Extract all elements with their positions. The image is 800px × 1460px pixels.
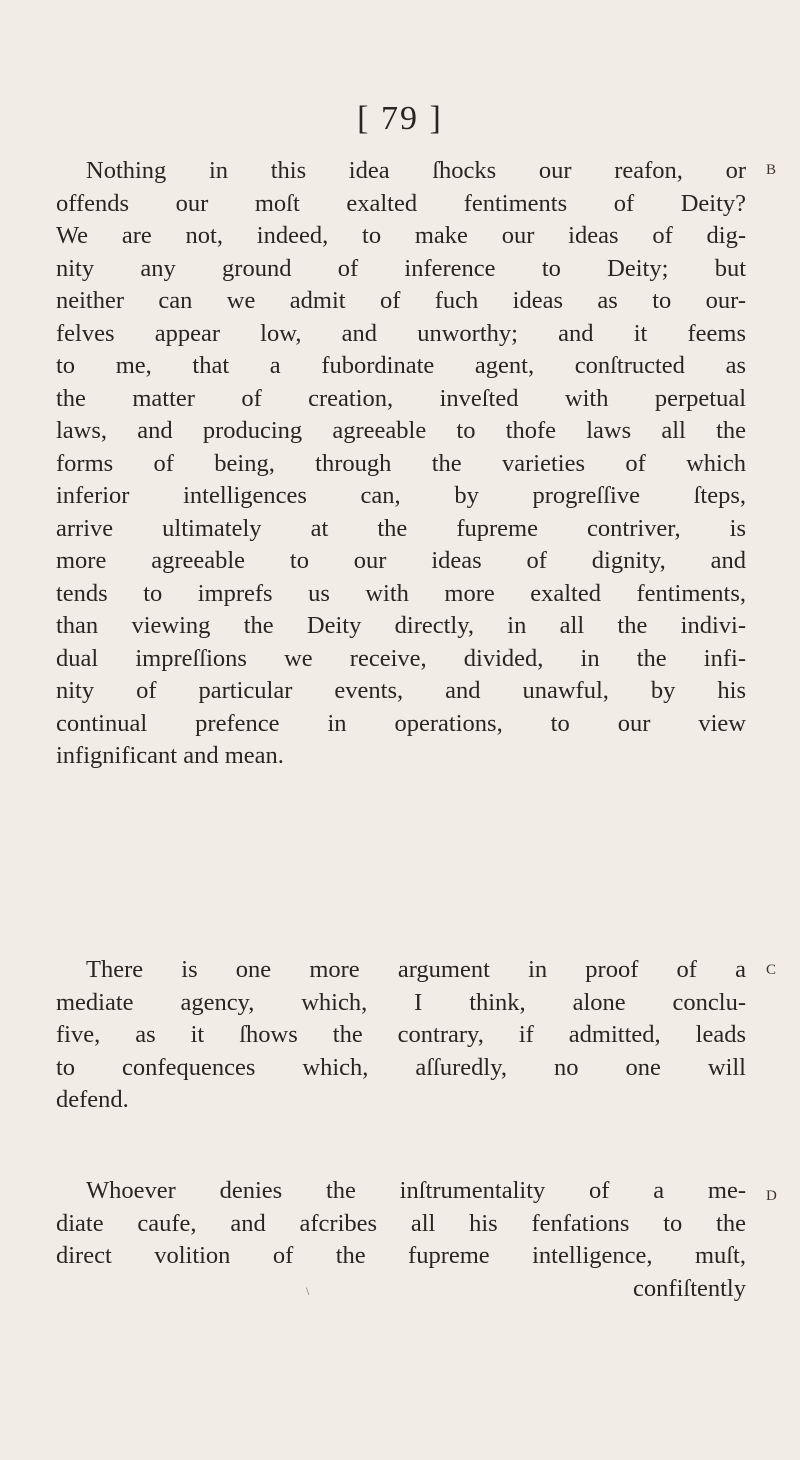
text-line: continual prefence in operations, to our view [56, 709, 746, 737]
text-line: Whoever denies the inſtrumentality of a me- [86, 1177, 746, 1204]
text-line: offends our moſt exalted fentiments of Deity? [56, 189, 746, 217]
paragraph-2 [56, 954, 746, 1117]
text-line: than viewing the Deity directly, in all the indivi- [56, 612, 746, 639]
text-line: We are not, indeed, to make our ideas of dig- [56, 222, 746, 249]
text-line: to confequences which, aſſuredly, no one will [56, 1053, 746, 1081]
text-line: neither can we admit of fuch ideas as to our- [56, 287, 746, 314]
text-line: arrive ultimately at the fupreme contriver, is [56, 514, 746, 542]
text-line: nity of particular events, and unawful, by his [56, 677, 746, 704]
catchword: confiſtently [633, 1274, 746, 1302]
signature-mark: \ [306, 1284, 310, 1298]
text-line: forms of being, through the varieties of which [56, 449, 746, 477]
paragraph-3 [56, 1175, 746, 1305]
text-line: tends to imprefs us with more exalted fentiments, [56, 579, 746, 607]
text-line: five, as it ſhows the contrary, if admitted, leads [56, 1021, 746, 1048]
text-line: Nothing in this idea ſhocks our reafon, or [86, 157, 746, 184]
text-line: felves appear low, and unworthy; and it feems [56, 319, 746, 347]
text-line: infignificant and mean. [56, 742, 284, 769]
text-line: dual impreſſions we receive, divided, in the infi- [56, 644, 746, 672]
marginal-letter-b: B [766, 162, 777, 178]
text-line: laws, and producing agreeable to thofe laws all the [56, 417, 746, 444]
text-line: direct volition of the fupreme intelligence, muſt, [56, 1242, 746, 1269]
text-line: the matter of creation, inveſted with perpetual [56, 384, 746, 412]
page-number-header: [ 79 ] [357, 100, 443, 137]
paragraph-1 [56, 155, 746, 773]
text-line: defend. [56, 1086, 129, 1113]
marginal-letter-d: D [766, 1188, 777, 1204]
text-line: mediate agency, which, I think, alone conclu- [56, 988, 746, 1016]
text-line: inferior intelligences can, by progreſſive ſteps, [56, 482, 746, 509]
text-line: to me, that a fubordinate agent, conſtructed as [56, 352, 746, 379]
text-line: diate caufe, and afcribes all his fenfations to the [56, 1209, 746, 1237]
text-line: more agreeable to our ideas of dignity, and [56, 547, 746, 574]
text-line: nity any ground of inference to Deity; but [56, 254, 746, 282]
text-line: There is one more argument in proof of a [86, 956, 746, 983]
marginal-letter-c: C [766, 962, 777, 978]
